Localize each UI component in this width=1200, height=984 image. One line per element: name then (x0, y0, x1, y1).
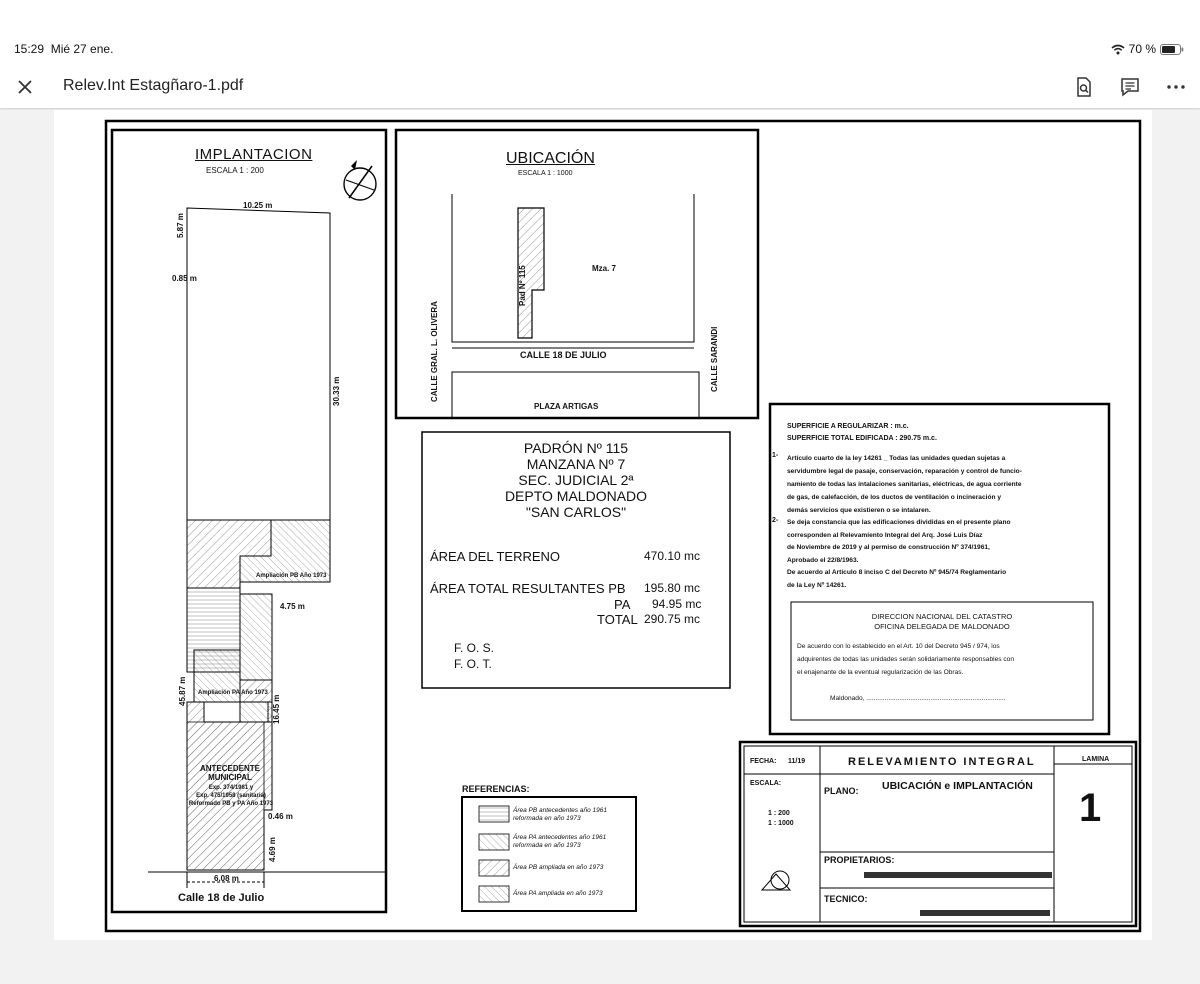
dim-left-top: 5.87 m (176, 213, 185, 238)
lamina-label: LAMINA (1082, 756, 1110, 763)
plaza-artigas: PLAZA ARTIGAS (534, 402, 599, 411)
fos-label: F. O. S. (454, 641, 495, 655)
note-2 (787, 517, 1105, 592)
more-options-icon[interactable] (1165, 76, 1187, 98)
ref-item-2 (513, 834, 606, 850)
dim-right: 30.33 m (332, 376, 341, 406)
wifi-icon (1111, 44, 1125, 55)
note-2-number: 2- (772, 517, 779, 524)
dim-left-low: 45.87 m (178, 676, 187, 706)
padron-line-4: DEPTO MALDONADO (504, 488, 648, 504)
dim-left-step: 0.85 m (172, 274, 197, 283)
ampliacion-pa-label: Ampliación PA Año 1973 (198, 690, 268, 696)
architect-logo (762, 871, 790, 890)
plano-value: UBICACIÓN e IMPLANTACIÓN (882, 780, 1033, 792)
antecedente-line-1: ANTECEDENTE (199, 764, 260, 773)
area-total-value: 290.75 mc (644, 612, 701, 626)
catastro-line-3: el enajenante de la eventual regularización de las Obras. (797, 669, 964, 676)
street-olivera: CALLE GRAL. L. OLIVERA (430, 301, 439, 402)
relevamiento-title: RELEVAMIENTO INTEGRAL (848, 756, 1036, 768)
status-date: Mié 27 ene. (50, 42, 114, 56)
area-total-label: ÁREA TOTAL RESULTANTES PB (430, 581, 626, 596)
note-2-line-3: de Noviembre de 2019 y al permiso de construcción Nº 374/1961, (787, 544, 990, 551)
ref-item-2-line-1: Área PA antecedentes año 1961 (513, 834, 607, 841)
document-title: Relev.Int Estagñaro-1.pdf (63, 77, 244, 94)
area-total-total-label: TOTAL (597, 612, 638, 627)
status-indicators (1111, 42, 1184, 56)
note-2-line-1: Se deja constancia que las edificaciones divididas en el presente plano (787, 519, 1011, 526)
dim-top: 10.25 m (243, 201, 273, 210)
sup-total: SUPERFICIE TOTAL EDIFICADA : 290.75 m.c. (787, 435, 937, 442)
note-1-line-5: demás servicios que existieren o se intalaren. (787, 507, 931, 514)
ubicacion-frame (396, 130, 758, 418)
ref-item-1 (513, 807, 607, 823)
note-2-line-2: corresponden al Relevamiento Integral del Arq. José Luis Díaz (787, 531, 983, 539)
escala-label: ESCALA: (750, 780, 782, 787)
plano-label: PLANO: (824, 786, 859, 796)
tecnico-label: TECNICO: (824, 894, 868, 904)
padron-line-3: SEC. JUDICIAL 2ª (518, 472, 634, 488)
padron-line-5: "SAN CARLOS" (525, 504, 627, 520)
ampliacion-pb-label: Ampliación PB Año 1973 (256, 573, 327, 579)
antecedente-detail (188, 784, 274, 808)
dim-bottom: 6.08 m (214, 874, 239, 883)
pdf-page (54, 110, 1152, 940)
dim-right-bottom: 4.69 m (268, 837, 277, 862)
area-pb-value: 195.80 mc (644, 581, 701, 595)
escala-value-1: 1 : 200 (768, 810, 790, 817)
note-1-line-4: de gas, de calefacción, de los ductos de ventilación o incineración y (787, 494, 1001, 501)
redacted-tecnico (920, 910, 1050, 916)
fecha-label: FECHA: (750, 758, 777, 765)
status-time (14, 42, 113, 56)
fot-label: F. O. T. (454, 657, 492, 671)
catastro-title-2: OFICINA DELEGADA DE MALDONADO (874, 622, 1010, 631)
padron-heading (422, 440, 730, 520)
street-sarandi: CALLE SARANDI (710, 326, 719, 392)
padron-line-1: PADRÓN Nº 115 (523, 440, 629, 456)
antecedente-line-3: Exp. 374/1961 y (208, 785, 254, 791)
battery-icon (1160, 44, 1184, 55)
ref-item-3: Área PB ampliada en año 1973 (513, 864, 604, 871)
escala-value-2: 1 : 1000 (768, 820, 794, 827)
ubicacion-scale: ESCALA 1 : 1000 (518, 170, 573, 177)
padron-line-2: MANZANA Nº 7 (526, 456, 626, 472)
close-icon[interactable] (14, 76, 36, 98)
area-terreno-label: ÁREA DEL TERRENO (430, 549, 561, 564)
ref-item-1-line-2: reformada en año 1973 (513, 815, 581, 822)
cajetin-frame (740, 742, 1136, 926)
catastro-line-2: adquirentes de todas las unidades serán solidariamente responsables con (797, 656, 1015, 663)
battery-percent: 70 % (1128, 42, 1156, 56)
note-1-line-1: Artículo cuarto de la ley 14261 _ Todas las unidades quedan sujetas a (787, 455, 1006, 462)
street-18-julio: CALLE 18 DE JULIO (520, 350, 607, 360)
antecedente-title (194, 764, 266, 782)
status-bar (0, 0, 1200, 70)
note-2-line-5: De acuerdo al Artículo 8 inciso C del Decreto Nº 945/74 Reglamentario (787, 569, 1007, 576)
dim-right-small: 0.46 m (268, 812, 293, 821)
referencias-title: REFERENCIAS: (462, 784, 530, 794)
redacted-propietarios (864, 872, 1052, 878)
propietarios-label: PROPIETARIOS: (824, 855, 895, 865)
padron-marker: Pad Nº 115 (518, 265, 527, 306)
note-1-line-2: servidumbre legal de pasaje, conservación, reparación y control de funcio- (787, 468, 1022, 475)
note-1 (787, 452, 1105, 517)
manzana-label: Mza. 7 (592, 264, 617, 273)
antecedente-line-5: Reformado PB y PA Año 1973 (188, 801, 274, 807)
dim-right-low: 16.45 m (272, 694, 281, 724)
note-2-line-4: Aprobado el 22/8/1963. (787, 556, 859, 564)
north-arrow-icon (344, 160, 376, 200)
dim-mid-width: 4.75 m (280, 602, 305, 611)
ubicacion-title: UBICACIÓN (506, 150, 595, 167)
search-document-icon[interactable] (1073, 76, 1095, 98)
catastro-line-1: De acuerdo con lo establecido en el Art. 10 del Decreto 945 / 974, los (797, 643, 1000, 650)
note-1-number: 1- (772, 452, 779, 459)
note-1-line-3: namiento de todas las intalaciones sanitarias, eléctricas, de agua corriente (787, 481, 1022, 488)
implantacion-title: IMPLANTACION (195, 146, 313, 163)
antecedente-line-4: Exp. 475/1958 (sanitaria) (196, 793, 266, 799)
ref-item-4: Área PA ampliada en año 1973 (513, 890, 603, 897)
document-viewer[interactable] (0, 110, 1200, 984)
catastro-title-1: DIRECCION NACIONAL DEL CATASTRO (871, 612, 1013, 621)
note-2-line-6: de la Ley Nº 14261. (787, 581, 847, 589)
area-terreno-value: 470.10 mc (644, 549, 701, 563)
catastro-body (797, 640, 1089, 679)
escala-values (768, 809, 794, 829)
catastro-heading (791, 612, 1093, 632)
fecha-value: 11/19 (788, 758, 806, 765)
ref-item-2-line-2: reformada en año 1973 (513, 842, 581, 849)
antecedente-line-2: MUNICIPAL (208, 773, 252, 782)
viewer-toolbar (0, 68, 1200, 109)
status-clock: 15:29 (14, 42, 45, 56)
ref-item-1-line-1: Área PB antecedentes año 1961 (513, 807, 607, 814)
comment-icon[interactable] (1119, 76, 1141, 98)
sup-regularizar: SUPERFICIE A REGULARIZAR : m.c. (787, 423, 909, 430)
implantacion-scale: ESCALA 1 : 200 (206, 166, 264, 175)
lamina-number: 1 (1079, 786, 1102, 830)
area-pa-value: 94.95 mc (652, 597, 702, 611)
area-pa-label: PA (614, 597, 631, 612)
implantacion-street: Calle 18 de Julio (178, 892, 265, 904)
catastro-signature: Maldonado, ............................................................................ (830, 695, 1006, 702)
